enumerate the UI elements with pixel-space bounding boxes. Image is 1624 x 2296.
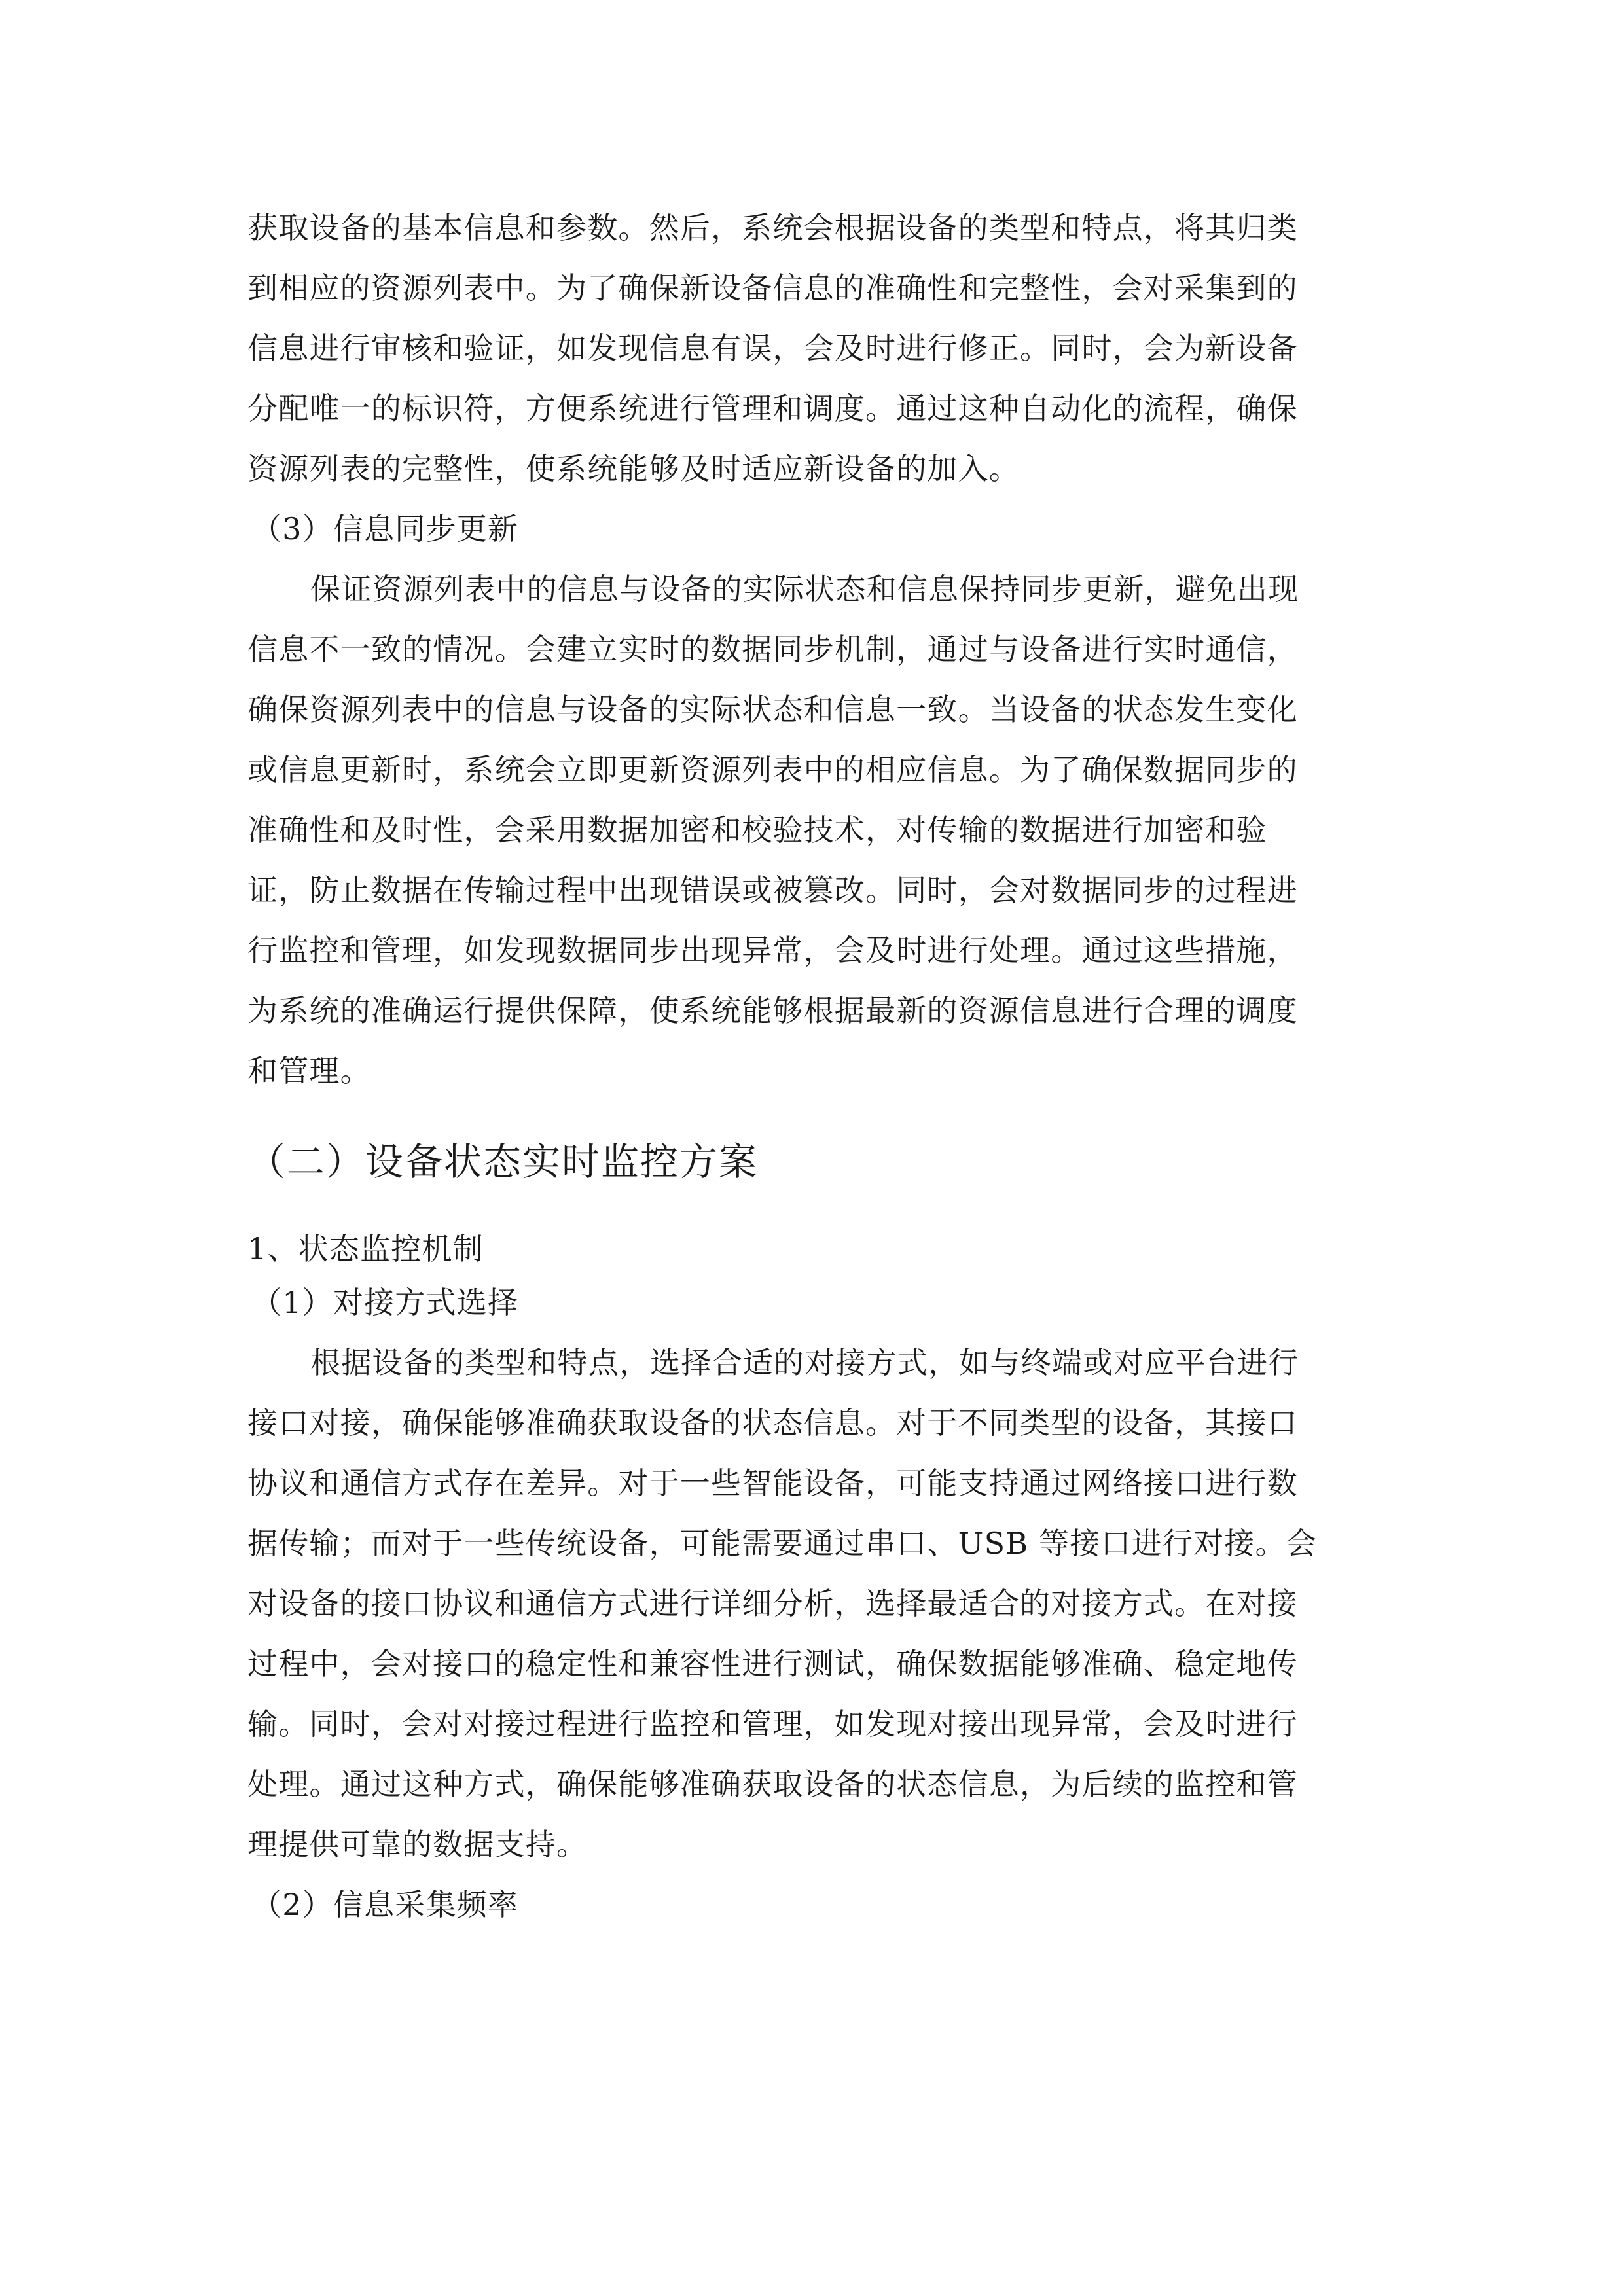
paragraph-line: 或信息更新时，系统会立即更新资源列表中的相应信息。为了确保数据同步的 — [247, 752, 1298, 787]
paragraph-line: 信息进行审核和验证，如发现信息有误，会及时进行修正。同时，会为新设备 — [247, 331, 1298, 366]
subsection-heading: 1、状态监控机制 — [247, 1231, 484, 1266]
subheading: （2）信息采集频率 — [251, 1887, 519, 1922]
paragraph-line: 协议和通信方式存在差异。对于一些智能设备，可能支持通过网络接口进行数 — [247, 1465, 1298, 1501]
paragraph-line: 和管理。 — [247, 1053, 371, 1088]
paragraph-line: 过程中，会对接口的稳定性和兼容性进行测试，确保数据能够准确、稳定地传 — [247, 1646, 1298, 1681]
section-heading: （二）设备状态实时监控方案 — [247, 1139, 759, 1184]
paragraph-line: 资源列表的完整性，使系统能够及时适应新设备的加入。 — [247, 451, 1020, 486]
paragraph-line: 确保资源列表中的信息与设备的实际状态和信息一致。当设备的状态发生变化 — [247, 692, 1298, 727]
paragraph-line: 理提供可靠的数据支持。 — [247, 1827, 588, 1862]
paragraph-line: 接口对接，确保能够准确获取设备的状态信息。对于不同类型的设备，其接口 — [247, 1405, 1298, 1441]
paragraph-line: 获取设备的基本信息和参数。然后，系统会根据设备的类型和特点，将其归类 — [247, 210, 1298, 245]
paragraph-line: 处理。通过这种方式，确保能够准确获取设备的状态信息，为后续的监控和管 — [247, 1767, 1298, 1802]
paragraph-line: 准确性和及时性，会采用数据加密和校验技术，对传输的数据进行加密和验 — [247, 812, 1267, 848]
subheading: （3）信息同步更新 — [251, 511, 519, 547]
paragraph-line: 输。同时，会对对接过程进行监控和管理，如发现对接出现异常，会及时进行 — [247, 1706, 1298, 1742]
subheading: （1）对接方式选择 — [251, 1285, 519, 1320]
paragraph-line: 对设备的接口协议和通信方式进行详细分析，选择最适合的对接方式。在对接 — [247, 1586, 1298, 1621]
paragraph-line: 保证资源列表中的信息与设备的实际状态和信息保持同步更新，避免出现 — [310, 571, 1299, 607]
paragraph-line: 根据设备的类型和特点，选择合适的对接方式，如与终端或对应平台进行 — [310, 1345, 1299, 1380]
paragraph-line: 到相应的资源列表中。为了确保新设备信息的准确性和完整性，会对采集到的 — [247, 270, 1298, 306]
paragraph-line: 行监控和管理，如发现数据同步出现异常，会及时进行处理。通过这些措施， — [247, 933, 1298, 968]
paragraph-line: 分配唯一的标识符，方便系统进行管理和调度。通过这种自动化的流程，确保 — [247, 391, 1298, 426]
paragraph-line: 证，防止数据在传输过程中出现错误或被篡改。同时，会对数据同步的过程进 — [247, 872, 1298, 908]
document-page — [247, 0, 1379, 2296]
paragraph-line: 信息不一致的情况。会建立实时的数据同步机制，通过与设备进行实时通信， — [247, 632, 1298, 667]
paragraph-line: 据传输；而对于一些传统设备，可能需要通过串口、USB 等接口进行对接。会 — [247, 1526, 1317, 1561]
paragraph-line: 为系统的准确运行提供保障，使系统能够根据最新的资源信息进行合理的调度 — [247, 993, 1298, 1028]
